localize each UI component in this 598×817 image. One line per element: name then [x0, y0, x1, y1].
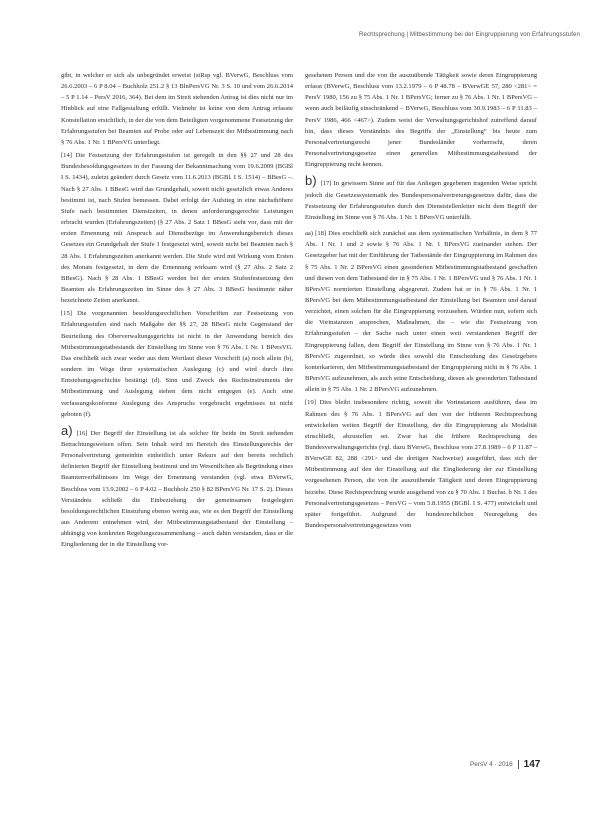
section-marker: b) [305, 173, 317, 189]
paragraph: [15] Die vorgenannten besoldungsrechtlichen Vorschriften zur Festsetzung von Erfahrungsstufen sind nach Maßgabe der §§ 27, 28 BBesG nicht Gegenstand der Beurteilung des Oberverwaltungsgerichts ist nicht in der Anwendung bereich des Mitbestimmungstatbestands der Einstellung im Sinne von § 76 Abs. 1 Nr. 1 BPersVG. Das erschließt sich zwar weder aus dem Wortlaut dieser Vorschrift (a) noch allein (b), sondern im Wege ihrer systematischen Auslegung (c) und wird durch ihre Entstehungsgeschichte bestätigt (d). Sinn und Zweck des Rechtsinstruments der Mitbestimmung und Auslegung stehen dem nicht entgegen (e). Auch eine verfassungskonforme Auslegung des Anspruchs vorgebracht ergebnisses ist nicht geboten (f). [61, 310, 293, 418]
paragraph: [19] Dies bleibt insbesondere richtig, soweit die Vorinstanzen ausführen, dass im Rahmen des § 76 Abs. 1 BPersVG auf den von der früheren Rechtsprechung entwickelten weiten Begriff der Einstellung, der die Eingruppierung als Modalität einschließt, abzustellen sei. Zwar hat die frühere Rechtsprechung des Bundesverwaltungsgerichts (vgl. dazu BVerwG, Beschluss vom 27.8.1989 – 6 P 11.87 – BVerwGE 82, 288 <291> und die dortigen Nachweise) ausgeführt, dass sich der Mitbestimmung auf den der Einstellung auf die Eingliederung der zur Einstellung vorgesehenen Person, die von ihr auszuübende Tätigkeit und deren Eingruppierung beziehe. Diese Rechtsprechung wurde ausgehend von zu § 70 Abs. 1 Buchst. b Nr. 1 des Personalvertretungsgesetzes – PersVG – vom 5.8.1955 (BGBl. I S. 477) entwickelt und später fortgeführt. Aufgrund der bundesrechtlichen Neuregelung des Bundespersonalvertretungsgesetzes vom [305, 399, 537, 530]
paragraph: aa) [18] Dies erschließt sich zunächst aus dem systematischen Verhältnis, in dem § 77 Abs. 1 Nr. 1 und 2 sowie § 76 Abs. 1 Nr. 1 BPersVG zueinander stehen. Der Gesetzgeber hat mit der Einführung der Tatbestände der Eingruppierung im Rahmen des § 75 Abs. 1 Nr. 2 BPersVG einen gesonderten Mitbestimmungstatbestand geschaffen und diesen von dem Tatbestand der in § 75 Abs. 1 Nr. 1 BPersVG und § 76 Abs. 1 Nr. 1 BPersVG normierten Einstellung abgegrenzt. Zudem hat er in § 76 Abs. 1 Nr. 1 BPersVG bei dem Mitbestimmungstatbestand der Einstellung bei Beamten und darauf verzichtet, einen solchen für die Eingruppierung vorzusehen. Würden nun, sofern sich die Vorinstanzen ansprechen, Maßnahmen, die – wie die Festsetzung von Erfahrungsstufen – der Sache nach unter einen weit verstandenen Begriff der Eingruppierung fallen, dem Begriff der Einstellung im Sinne von § 76 Abs. 1 Nr. 1 BPersVG zugeordnet, so würde dies sowohl die Entscheidung des Gesetzgebers konterkarieren, den Mitbestimmungstatbestand der Eingruppierung nicht in § 76 Abs. 1 BPersVG aufzunehmen, als auch seine Entscheidung, diesen als gesonderten Tatbestand allein in § 75 Abs. 1 Nr. 2 BPersVG aufzunehmen. [305, 230, 537, 394]
section-marker: a) [61, 422, 73, 438]
footer-divider [518, 760, 519, 769]
page-footer [470, 759, 540, 770]
running-header: Rechtsprechung | Mitbestimmung bei der Eingruppierung von Erfahrungsstufen [358, 31, 580, 38]
paragraph: gibt, in welcher er sich als unbegründet erweist (stRsp vgl. BVerwG, Beschluss vom 26.6.2003 – 6 P 8.04 – Buchholz 251.2 § 13 BlnPersVG Nr. 3 S. 10 und vom 26.6.2014 – 5 P 1.14 – PersV 2016, 364). Bei dem im Streit stehenden Antrag ist dies nicht nur im Hinblick auf eine Fallgestaltung erfüllt. Vielmehr ist keine von dem Antrag erfasste Konstellation ersichtlich, in der die von dem Beteiligten vorgenommene Festsetzung der Erfahrungsstufen bei Beamten auf Probe oder auf Lebenszeit der Mitbestimmung nach § 76 Abs. 1 Nr. 1 BPersVG unterliegt. [61, 72, 293, 146]
journal-issue: PersV 4 · 2016 [470, 761, 513, 769]
left-column [61, 70, 293, 551]
marked-paragraph [305, 175, 537, 223]
marked-paragraph [61, 422, 293, 551]
paragraph: [14] Die Festsetzung der Erfahrungsstufen ist geregelt in den §§ 27 und 28 des Bundesbesoldungsgesetzes in der Fassung der Bekanntmachung vom 19.6.2009 (BGBl I S. 1434), zuletzt geändert durch Gesetz vom 11.6.2013 (BGBl. I S. 1514) – BBesG –. Nach § 27 Abs. 1 BBesG wird das Grundgehalt, soweit nicht gesetzlich etwas Anderes bestimmt ist, nach Stufen bemessen. Dabei erfolgt der Aufstieg in eine nächsthöhere Stufe nach bestimmten Dienstzeiten, in denen anforderungsgerechte Leistungen erbracht wurden (Erfahrungszeiten) (§ 27 Abs. 2 Satz 1 BBesG sieht vor, dass mit der ersten Ernennung mit Anspruch auf Dienstbezüge im Anwendungsbereich dieses Gesetzes ein Grundgehalt der Stufe 1 festgesetzt wird, soweit nicht bei Beamten nach § 28 Abs. 1 Erfahrungszeiten anerkannt werden. Die Stufe wird mit Wirkung vom Ersten des Monats festgesetzt, in dem die Ernennung wirksam wird (§ 27 Abs. 2 Satz 2 BBesG). Nach § 28 Abs. 1 BBesG werden bei der ersten Stufenfestsetzung den Beamten als Erfahrungszeiten im Sinne des § 27 Abs. 3 BBesG bestimmte näher bezeichnete Zeiten anerkannt. [61, 152, 293, 305]
right-column [305, 70, 537, 531]
paragraph-text: [16] Der Begriff der Einstellung ist als solcher für beide im Streit stehenden Betrachtungsweisen offen. Sein Inhalt wird im Bereich des Einstellungsrechts der Personalvertretung gemeinhin einheitlich unter Rekurs auf den bereits rechtlich definierten Begriff der Einstellung bestimmt und im Wesentlichen als Begründung eines Beamtenverhältnisses im Wege der Ernennung verstanden (vgl. etwa BVerwG, Beschluss vom 13.9.2002 – 6 P 4.02 – Buchholz 250 § 82 BPersVG Nr. 17 S. 2). Dieses Verständnis schließt die Einbeziehung der gemeinsamen festgelegten besoldungsrechtlichen Einstufung ebenso wenig aus, wie es den Begriff der Einstellung aus Anderem entnehmen wird, der Mitbestimmungstatbestand der Einstellung – abhängig von konkreten Regelungszusammenhang – auch dahin verstanden, dass er die Eingliederung der in die Einstellung vor- [61, 429, 293, 549]
paragraph: gesehenen Person und die von ihr auszuübende Tätigkeit sowie deren Eingruppierung erfasst (BVerwG, Beschluss vom 13.2.1979 – 6 P 48.78 – BVerwGE 57, 280 <281> = PersV 1980, 156 zu § 75 Abs. 1 Nr. 1 BPersVG; ferner zu § 76 Abs. 1 Nr. 1 BPersVG – wenn auch beiläufig einschränkend – BVerwG, Beschluss vom 30.9.1983 – 6 P 11.83 – PersV 1986, 466 <467>). Zudem weist der Verwaltungsgerichtshof zutreffend darauf hin, dass dieses Verständnis des Begriffs der „Einstellung“ bis heute zum Personalvertretungsrecht jener Bundesländer vorherrscht, deren Personalvertretungsgesetze einen generellen Mitbestimmungstatbestand der Eingruppierung nicht kennen. [305, 72, 537, 169]
page-number: 147 [523, 759, 541, 770]
paragraph-text: [17] In gewissem Sinne auf für das Anliegen gegebenen tragenden Weise spricht jedoch die Gesetzessystematik des Bundespersonalvertretungsgesetzes dafür, dass die Festsetzung der Erfahrungsstufen durch den Dienststellenleiter nicht dem Begriff der Einstellung im Sinne von § 76 Abs. 1 Nr. 1 BPersVG unterfällt. [305, 180, 537, 221]
